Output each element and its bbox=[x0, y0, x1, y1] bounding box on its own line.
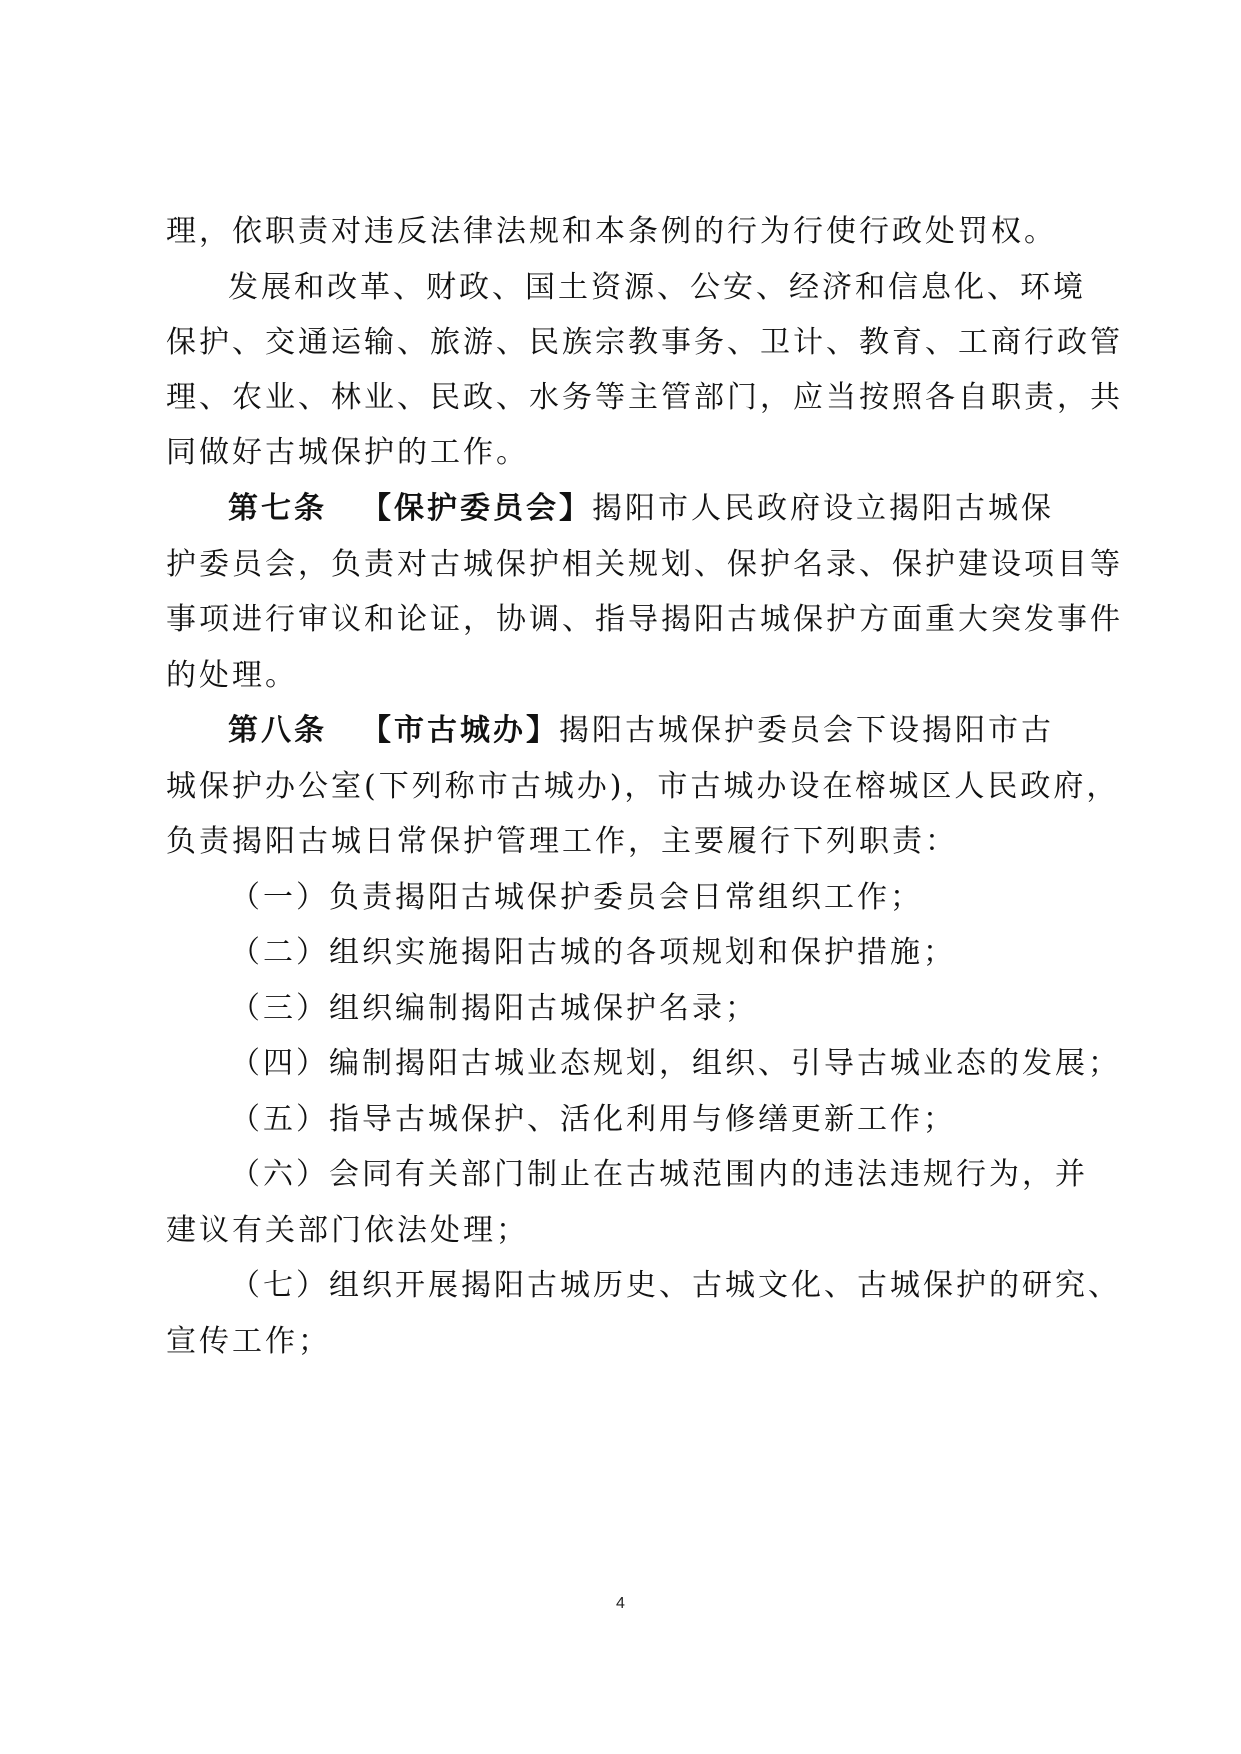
list-item: （二）组织实施揭阳古城的各项规划和保护措施； bbox=[230, 935, 956, 970]
text-line: 发展和改革、财政、国土资源、公安、经济和信息化、环境 bbox=[228, 270, 1086, 305]
list-item: （四）编制揭阳古城业态规划，组织、引导古城业态的发展； bbox=[230, 1046, 1121, 1081]
article-title: 【市古城办】 bbox=[361, 713, 559, 748]
article-number: 第七条 bbox=[228, 491, 327, 526]
article-number: 第八条 bbox=[228, 713, 327, 748]
article-eight-heading bbox=[228, 711, 1054, 751]
text-line: 事项进行审议和论证，协调、指导揭阳古城保护方面重大突发事件 bbox=[166, 602, 1123, 637]
article-seven-heading bbox=[228, 489, 1054, 529]
text-line: 城保护办公室(下列称市古城办)，市古城办设在榕城区人民政府， bbox=[166, 769, 1120, 804]
list-item: （六）会同有关部门制止在古城范围内的违法违规行为，并 bbox=[230, 1157, 1088, 1192]
list-item: （一）负责揭阳古城保护委员会日常组织工作； bbox=[230, 880, 923, 915]
text-line: 建议有关部门依法处理； bbox=[166, 1213, 529, 1248]
text-line: 宣传工作； bbox=[166, 1324, 331, 1359]
list-item: （七）组织开展揭阳古城历史、古城文化、古城保护的研究、 bbox=[230, 1268, 1121, 1303]
list-item: （五）指导古城保护、活化利用与修缮更新工作； bbox=[230, 1102, 956, 1137]
article-text: 揭阳古城保护委员会下设揭阳市古 bbox=[559, 713, 1054, 748]
text-line: 理，依职责对违反法律法规和本条例的行为行使行政处罚权。 bbox=[166, 214, 1057, 249]
list-item: （三）组织编制揭阳古城保护名录； bbox=[230, 991, 758, 1026]
text-line: 理、农业、林业、民政、水务等主管部门，应当按照各自职责，共 bbox=[166, 380, 1123, 415]
text-line: 负责揭阳古城日常保护管理工作，主要履行下列职责： bbox=[166, 824, 958, 859]
article-text: 揭阳市人民政府设立揭阳古城保 bbox=[592, 491, 1054, 526]
text-line: 保护、交通运输、旅游、民族宗教事务、卫计、教育、工商行政管 bbox=[166, 325, 1123, 360]
page-number: 4 bbox=[616, 1595, 625, 1612]
text-line: 护委员会，负责对古城保护相关规划、保护名录、保护建设项目等 bbox=[166, 547, 1123, 582]
text-line: 的处理。 bbox=[166, 658, 298, 693]
text-line: 同做好古城保护的工作。 bbox=[166, 435, 529, 470]
article-title: 【保护委员会】 bbox=[361, 491, 592, 526]
